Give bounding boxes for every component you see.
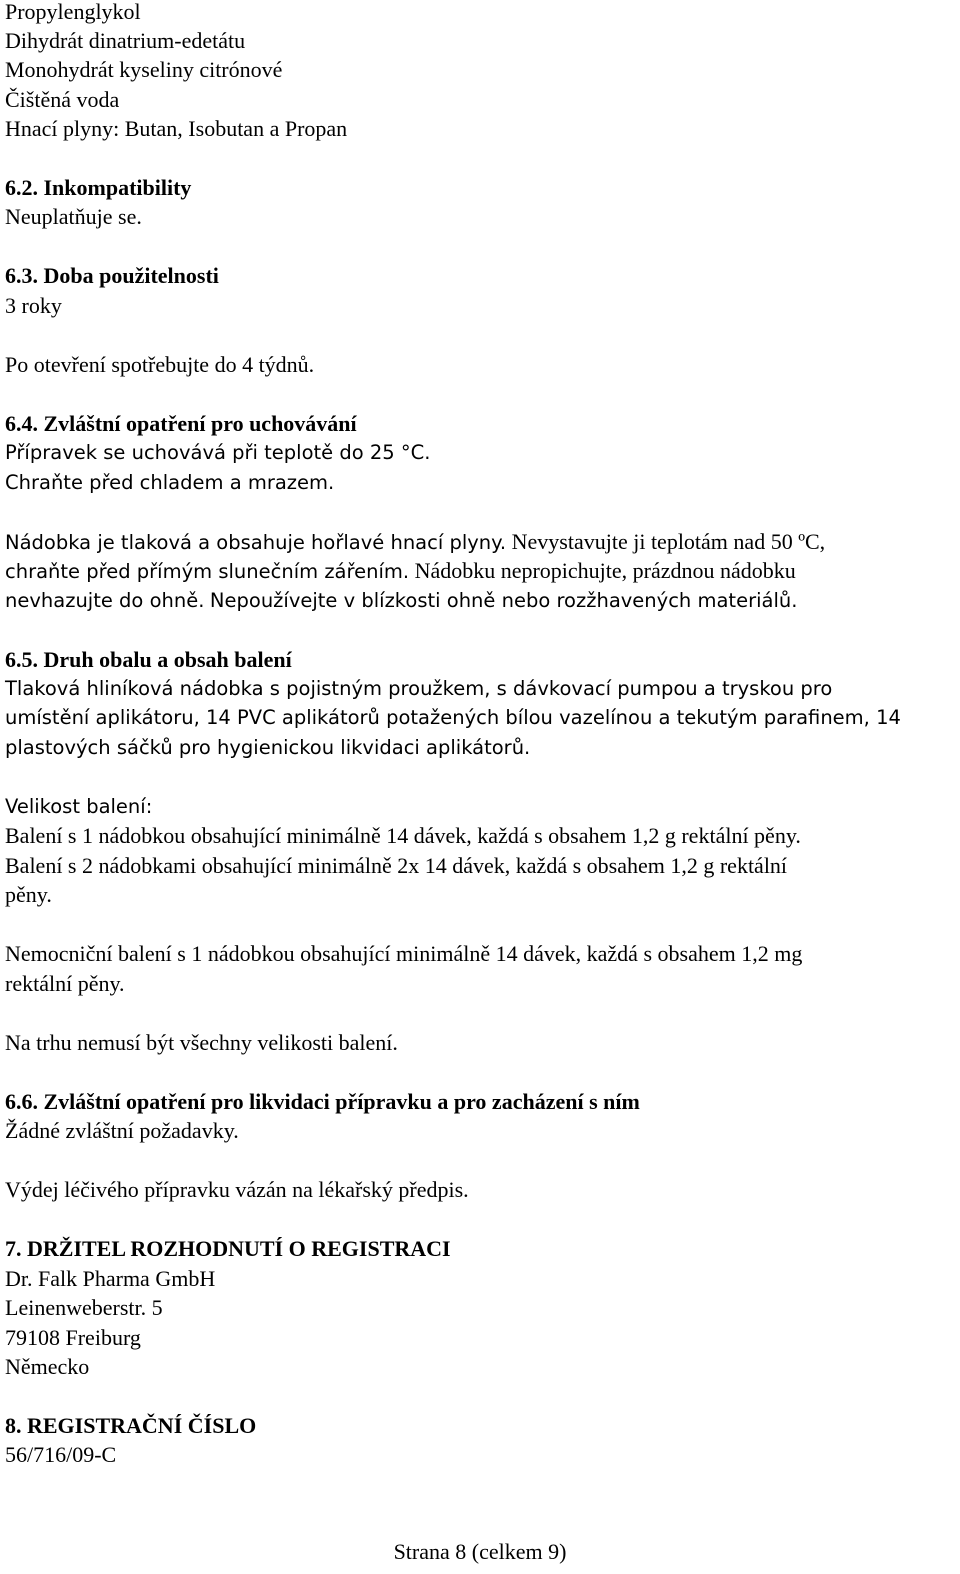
section-text: Přípravek se uchovává při teplotě do 25 °C. [5, 441, 431, 464]
composition-item: Hnací plyny: Butan, Isobutan a Propan [5, 116, 348, 141]
holder-address-line: Dr. Falk Pharma GmbH [5, 1266, 216, 1291]
section-text: Neuplatňuje se. [5, 204, 142, 229]
section-heading-6-6: 6.6. Zvláštní opatření pro likvidaci přípravku a pro zacházení s ním [5, 1089, 640, 1114]
pack-size-hospital: rektální pěny. [5, 971, 125, 996]
registration-number: 56/716/09-C [5, 1442, 117, 1467]
section-heading-6-2: 6.2. Inkompatibility [5, 175, 192, 200]
pack-size: pěny. [5, 882, 52, 907]
page-footer: Strana 8 (celkem 9) [393, 1539, 567, 1564]
warning-part: nevhazujte do ohně. [5, 589, 205, 612]
warning-text [5, 530, 825, 555]
composition-item: Propylenglykol [5, 0, 141, 24]
section-text: Chraňte před chladem a mrazem. [5, 471, 335, 494]
section-heading-7: 7. DRŽITEL ROZHODNUTÍ O REGISTRACI [5, 1236, 451, 1261]
holder-address-line: Leinenweberstr. 5 [5, 1295, 163, 1320]
section-text: Po otevření spotřebujte do 4 týdnů. [5, 352, 315, 377]
section-text: 3 roky [5, 293, 62, 318]
section-text: Tlaková hliníková nádobka s pojistným proužkem, s dávkovací pumpou a tryskou pro [5, 677, 833, 700]
section-text: Výdej léčivého přípravku vázán na lékařský předpis. [5, 1177, 469, 1202]
section-heading-6-3: 6.3. Doba použitelnosti [5, 263, 219, 288]
warning-part: Nádobka je tlaková a obsahuje hořlavé hnací plyny. [5, 531, 507, 554]
section-heading-6-5: 6.5. Druh obalu a obsah balení [5, 647, 292, 672]
holder-address-line: Německo [5, 1354, 90, 1379]
pack-size-label: Velikost balení: [5, 795, 153, 818]
composition-item: Dihydrát dinatrium-edetátu [5, 28, 246, 53]
section-text: Žádné zvláštní požadavky. [5, 1118, 239, 1143]
warning-part: Nádobku nepropichujte, prázdnou nádobku [414, 558, 796, 583]
pack-size: Balení s 1 nádobkou obsahující minimálně 14 dávek, každá s obsahem 1,2 g rektální pěny. [5, 823, 801, 848]
warning-part: Nepoužívejte v blízkosti ohně nebo rozžhavených materiálů. [209, 589, 798, 612]
warning-text [5, 588, 797, 613]
section-heading-8: 8. REGISTRAČNÍ ČÍSLO [5, 1413, 257, 1438]
warning-part: chraňte před přímým slunečním zářením. [5, 560, 410, 583]
section-text: umístění aplikátoru, 14 PVC aplikátorů potažených bílou vazelínou a tekutým parafinem, 14 [5, 706, 901, 729]
pack-size: Balení s 2 nádobkami obsahující minimálně 2x 14 dávek, každá s obsahem 1,2 g rektální [5, 853, 788, 878]
warning-text [5, 559, 796, 584]
holder-address-line: 79108 Freiburg [5, 1325, 141, 1350]
section-text: plastových sáčků pro hygienickou likvidaci aplikátorů. [5, 736, 531, 759]
composition-item: Čištěná voda [5, 87, 120, 112]
pack-size-hospital: Nemocniční balení s 1 nádobkou obsahující minimálně 14 dávek, každá s obsahem 1,2 mg [5, 941, 803, 966]
warning-part: Nevystavujte ji teplotám nad 50 ºC, [511, 529, 826, 554]
composition-item: Monohydrát kyseliny citrónové [5, 57, 283, 82]
section-text: Na trhu nemusí být všechny velikosti balení. [5, 1030, 398, 1055]
section-heading-6-4: 6.4. Zvláštní opatření pro uchovávání [5, 411, 357, 436]
